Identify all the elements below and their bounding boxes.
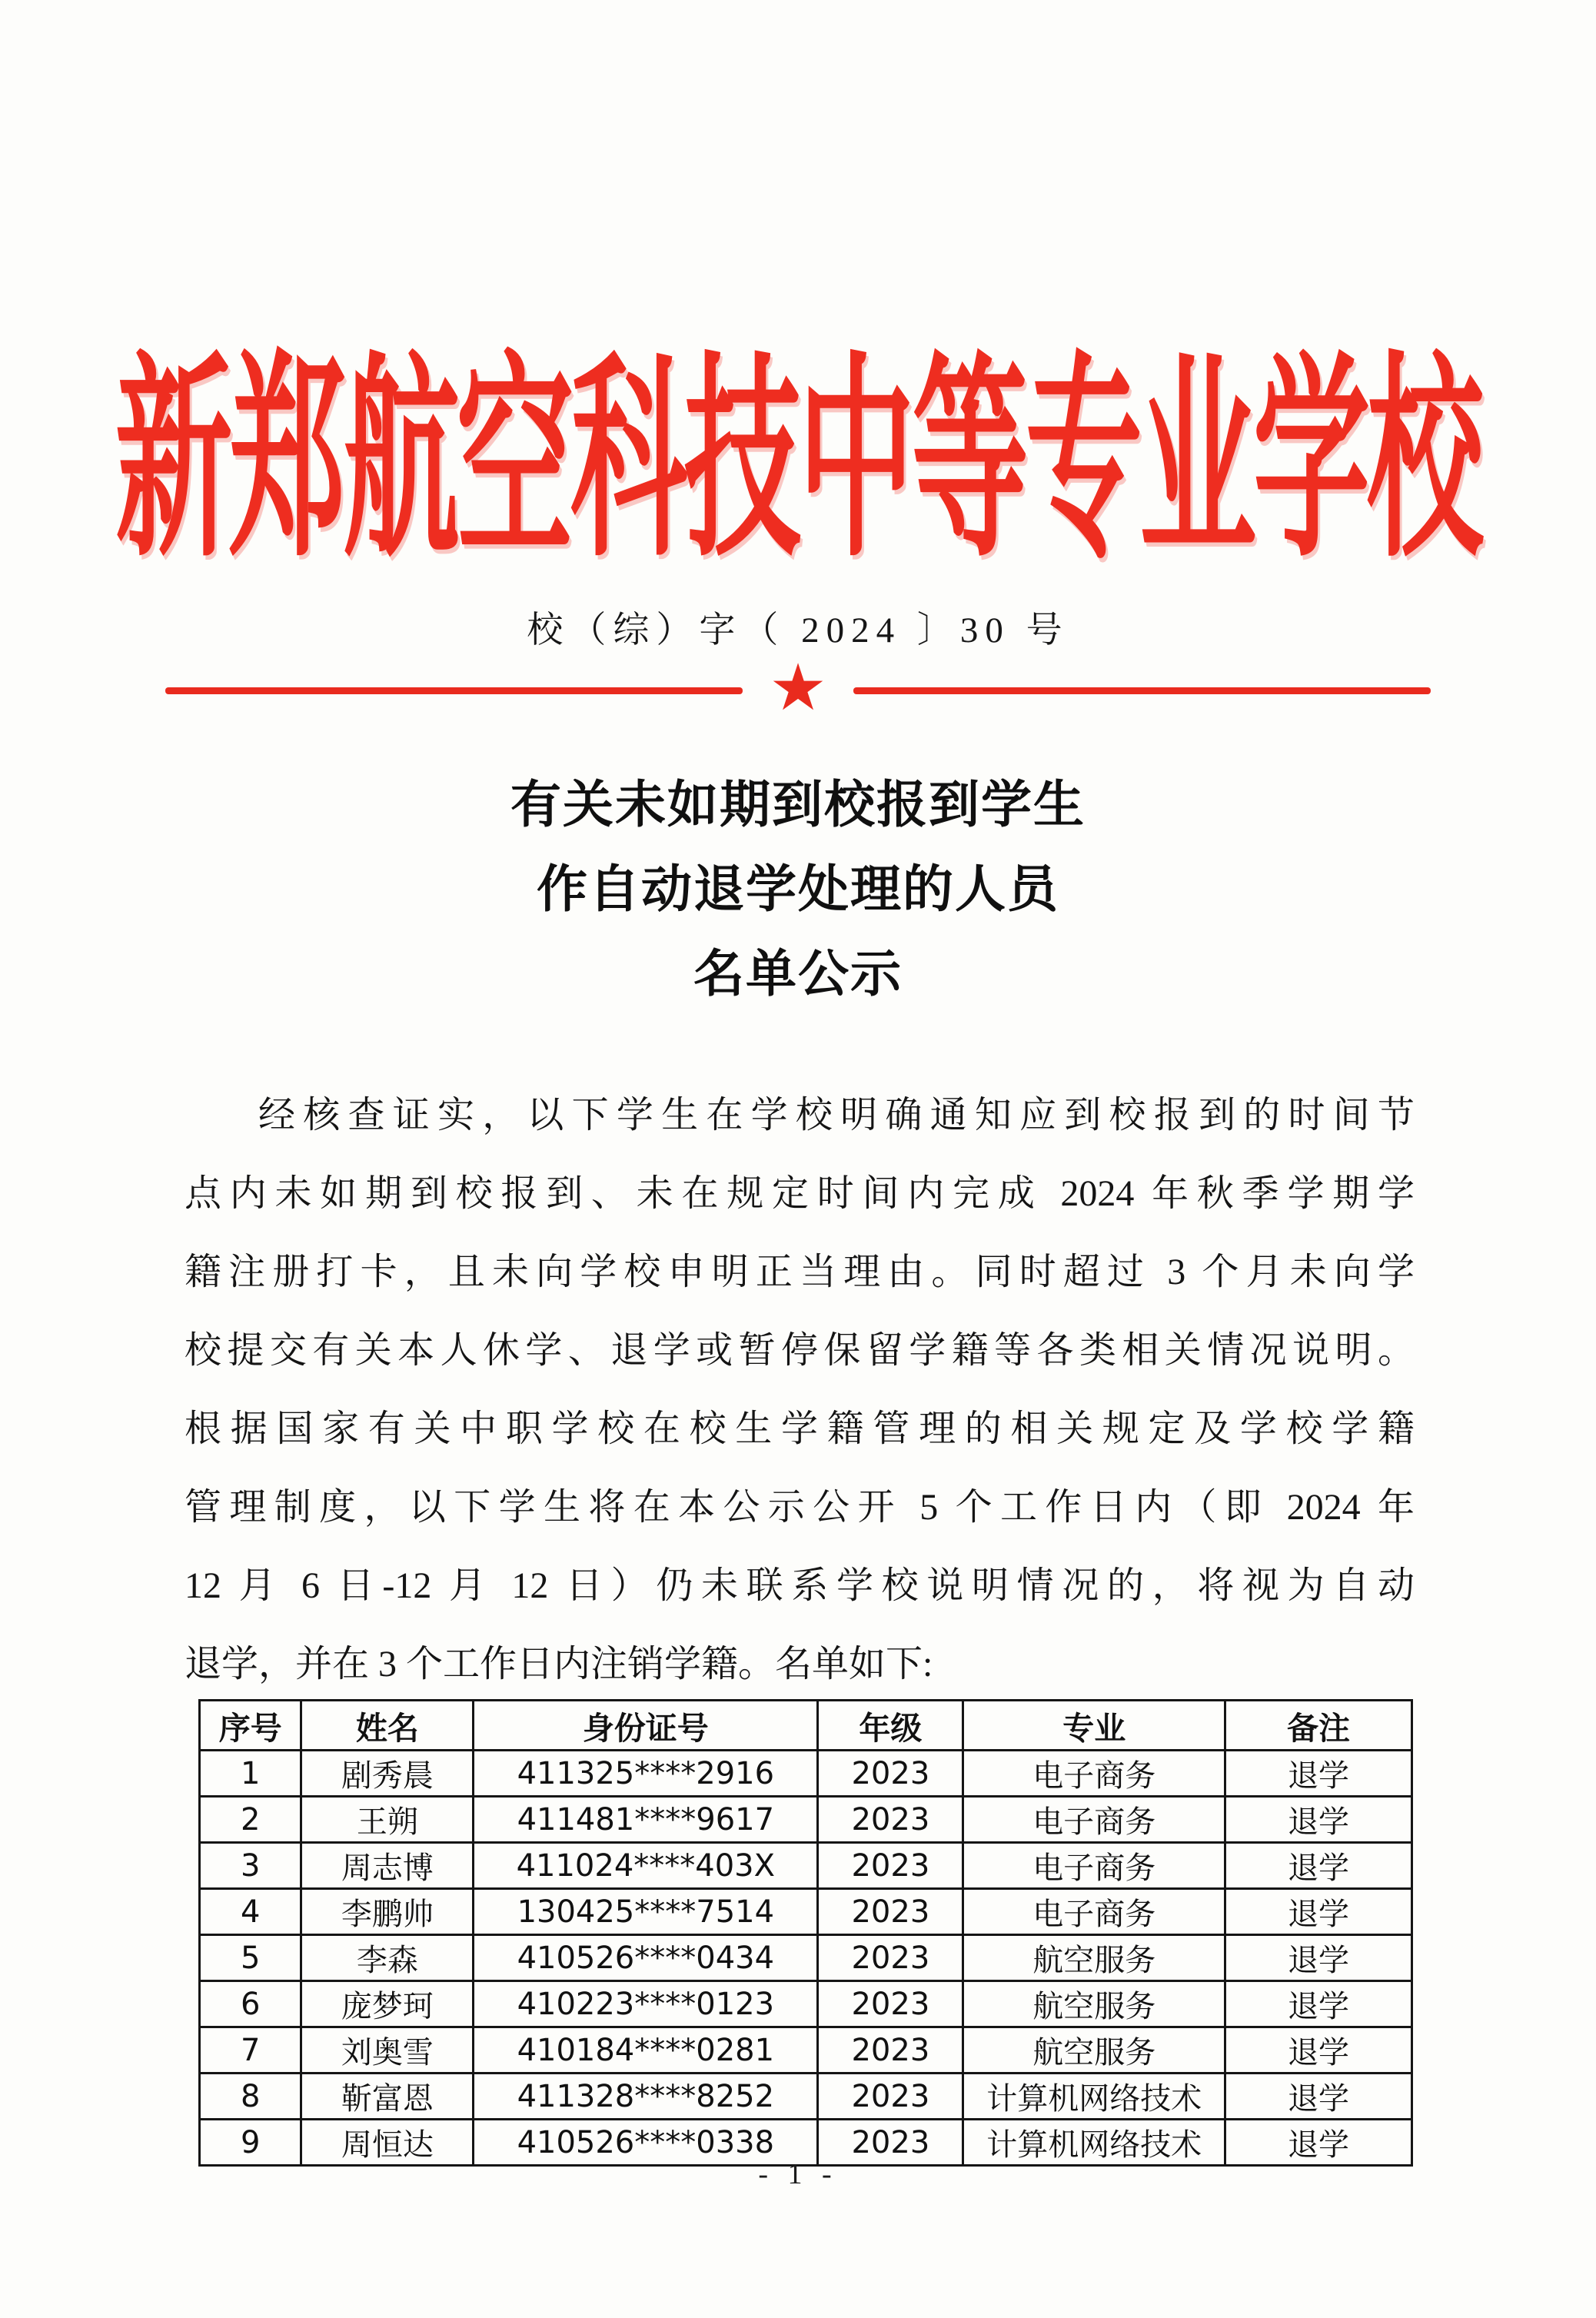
table-row <box>200 1981 1412 2027</box>
cell-no: 9 <box>200 2120 301 2166</box>
column-header-grade: 年级 <box>818 1701 963 1751</box>
cell-note: 退学 <box>1225 2120 1412 2166</box>
star-icon: ★ <box>769 650 827 725</box>
cell-id: 410526****0434 <box>474 1935 818 1981</box>
cell-no: 3 <box>200 1843 301 1889</box>
cell-no: 7 <box>200 2027 301 2074</box>
cell-no: 6 <box>200 1981 301 2027</box>
cell-name: 刘奥雪 <box>301 2027 474 2074</box>
cell-major: 航空服务 <box>963 1935 1225 1981</box>
red-divider <box>165 650 1431 725</box>
cell-note: 退学 <box>1225 1935 1412 1981</box>
table-row <box>200 1751 1412 1797</box>
cell-id: 411325****2916 <box>474 1751 818 1797</box>
body-line-4: 校提交有关本人休学、退学或暂停保留学籍等各类相关情况说明。 <box>185 1330 1415 1371</box>
cell-major: 电子商务 <box>963 1751 1225 1797</box>
cell-note: 退学 <box>1225 2027 1412 2074</box>
cell-note: 退学 <box>1225 1981 1412 2027</box>
students-table <box>198 1699 1413 2167</box>
table-row <box>200 2027 1412 2074</box>
body-line-7: 12 月 6 日-12 月 12 日）仍未联系学校说明情况的，将视为自动 <box>185 1565 1415 1606</box>
cell-grade: 2023 <box>818 1751 963 1797</box>
cell-major: 电子商务 <box>963 1889 1225 1935</box>
cell-note: 退学 <box>1225 1843 1412 1889</box>
cell-major: 电子商务 <box>963 1843 1225 1889</box>
table-row <box>200 2074 1412 2120</box>
doc-number: 校（综）字（ 2024 〕30 号 <box>527 610 1069 650</box>
body-line-2: 点内未如期到校报到、未在规定时间内完成 2024 年秋季学期学 <box>185 1173 1415 1214</box>
cell-grade: 2023 <box>818 2120 963 2166</box>
divider-line-left <box>165 687 743 694</box>
cell-grade: 2023 <box>818 1843 963 1889</box>
cell-note: 退学 <box>1225 1889 1412 1935</box>
body-line-6: 管理制度，以下学生将在本公示公开 5 个工作日内（即 2024 年 <box>185 1487 1415 1528</box>
title-line-1: 有关未如期到校报到学生 <box>510 775 1086 834</box>
cell-id: 410184****0281 <box>474 2027 818 2074</box>
title-line-2: 作自动退学处理的人员 <box>537 860 1059 919</box>
cell-name: 周志博 <box>301 1843 474 1889</box>
notice-body <box>185 1076 1415 1704</box>
table-row <box>200 1797 1412 1843</box>
school-name-letterhead: 新郑航空科技中等专业学校 <box>115 341 1481 583</box>
cell-grade: 2023 <box>818 2074 963 2120</box>
cell-note: 退学 <box>1225 2074 1412 2120</box>
column-header-major: 专业 <box>963 1701 1225 1751</box>
cell-note: 退学 <box>1225 1751 1412 1797</box>
cell-major: 航空服务 <box>963 1981 1225 2027</box>
cell-id: 411328****8252 <box>474 2074 818 2120</box>
cell-name: 剧秀晨 <box>301 1751 474 1797</box>
column-header-name: 姓名 <box>301 1701 474 1751</box>
column-header-no: 序号 <box>200 1701 301 1751</box>
table-row <box>200 1843 1412 1889</box>
cell-no: 2 <box>200 1797 301 1843</box>
cell-major: 计算机网络技术 <box>963 2074 1225 2120</box>
cell-grade: 2023 <box>818 1935 963 1981</box>
cell-major: 计算机网络技术 <box>963 2120 1225 2166</box>
cell-id: 411024****403X <box>474 1843 818 1889</box>
table-row <box>200 1935 1412 1981</box>
cell-grade: 2023 <box>818 2027 963 2074</box>
cell-name: 王朔 <box>301 1797 474 1843</box>
cell-id: 410223****0123 <box>474 1981 818 2027</box>
cell-name: 庞梦珂 <box>301 1981 474 2027</box>
cell-grade: 2023 <box>818 1889 963 1935</box>
cell-name: 周恒达 <box>301 2120 474 2166</box>
notice-title <box>0 763 1596 1016</box>
cell-no: 4 <box>200 1889 301 1935</box>
table-header-row <box>200 1701 1412 1751</box>
title-line-3: 名单公示 <box>693 944 903 1003</box>
cell-name: 李鹏帅 <box>301 1889 474 1935</box>
cell-no: 8 <box>200 2074 301 2120</box>
body-line-1: 经核查证实，以下学生在学校明确通知应到校报到的时间节 <box>258 1095 1415 1136</box>
cell-id: 411481****9617 <box>474 1797 818 1843</box>
table-row <box>200 1889 1412 1935</box>
cell-major: 电子商务 <box>963 1797 1225 1843</box>
body-line-3: 籍注册打卡，且未向学校申明正当理由。同时超过 3 个月未向学 <box>185 1252 1415 1292</box>
cell-no: 1 <box>200 1751 301 1797</box>
page-number: - 1 - <box>758 2158 838 2190</box>
cell-name: 李森 <box>301 1935 474 1981</box>
cell-major: 航空服务 <box>963 2027 1225 2074</box>
cell-id: 410526****0338 <box>474 2120 818 2166</box>
cell-id: 130425****7514 <box>474 1889 818 1935</box>
cell-grade: 2023 <box>818 1981 963 2027</box>
cell-grade: 2023 <box>818 1797 963 1843</box>
column-header-id: 身份证号 <box>474 1701 818 1751</box>
column-header-note: 备注 <box>1225 1701 1412 1751</box>
cell-note: 退学 <box>1225 1797 1412 1843</box>
cell-no: 5 <box>200 1935 301 1981</box>
cell-name: 靳富恩 <box>301 2074 474 2120</box>
divider-line-right <box>853 687 1431 694</box>
body-line-8: 退学，并在 3 个工作日内注销学籍。名单如下: <box>185 1644 933 1684</box>
body-line-5: 根据国家有关中职学校在校生学籍管理的相关规定及学校学籍 <box>185 1408 1415 1449</box>
